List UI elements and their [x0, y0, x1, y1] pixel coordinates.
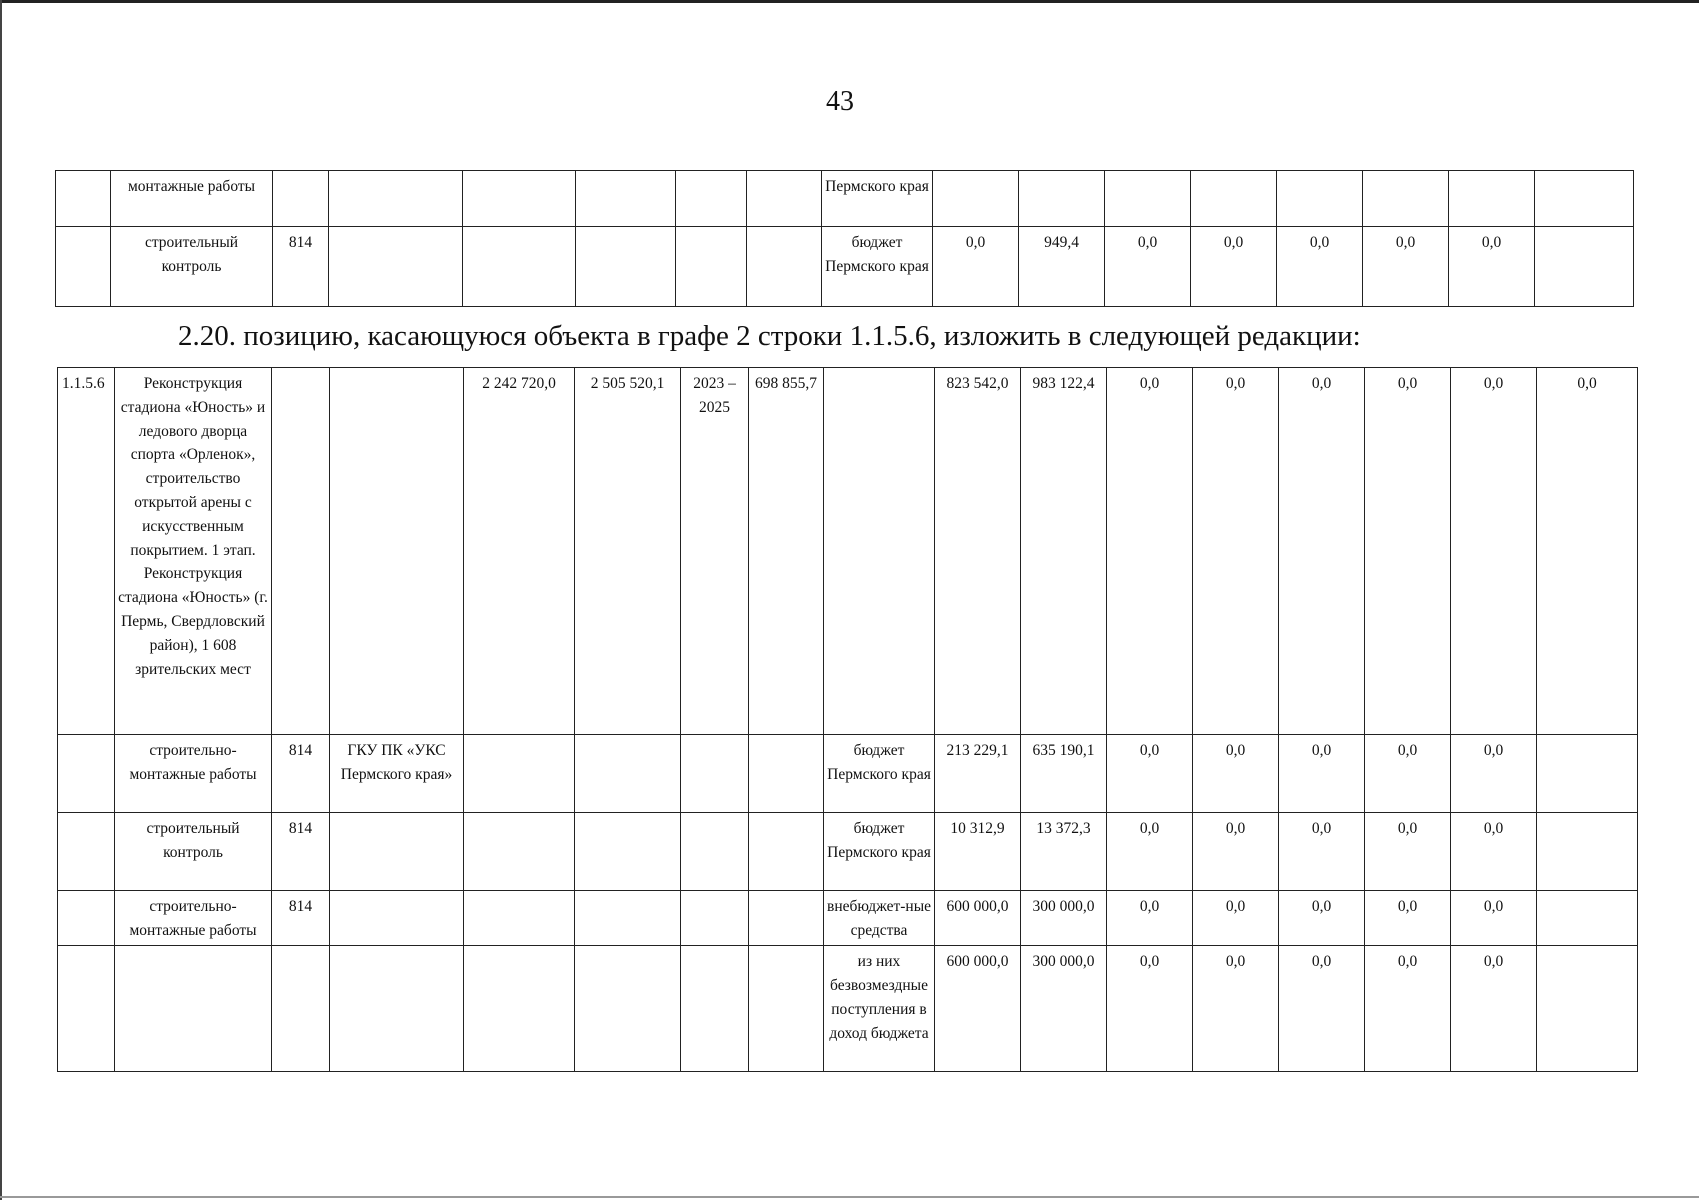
- row-col8: [749, 735, 824, 813]
- row-source: [824, 368, 935, 735]
- row-col5: [464, 813, 575, 891]
- row-executor: [330, 891, 464, 946]
- row-kbk: 814: [272, 735, 330, 813]
- row-kbk: [272, 368, 330, 735]
- row-col7: [681, 891, 749, 946]
- row-code: [58, 735, 115, 813]
- row-value-2: [1019, 171, 1105, 227]
- row-kbk: 814: [273, 227, 329, 307]
- table-row: [58, 735, 1638, 813]
- row-col8: [749, 813, 824, 891]
- row-col5: [463, 171, 576, 227]
- row-value-6: 0,0: [1365, 735, 1451, 813]
- row-value-1: 823 542,0: [935, 368, 1021, 735]
- row-value-5: 0,0: [1279, 735, 1365, 813]
- row-value-2: 949,4: [1019, 227, 1105, 307]
- row-col8: [749, 946, 824, 1072]
- row-name: строительный контроль: [115, 813, 272, 891]
- table-row: [58, 368, 1638, 735]
- row-col7: [676, 227, 747, 307]
- row-value-4: 0,0: [1193, 946, 1279, 1072]
- row-value-2: 13 372,3: [1021, 813, 1107, 891]
- row-value-3: 0,0: [1107, 891, 1193, 946]
- row-name: [115, 946, 272, 1072]
- row-value-3: 0,0: [1107, 946, 1193, 1072]
- row-col6: [575, 813, 681, 891]
- row-value-6: 0,0: [1365, 813, 1451, 891]
- row-value-4: [1191, 171, 1277, 227]
- row-value-3: [1105, 171, 1191, 227]
- table-row: [56, 171, 1634, 227]
- scan-edge-left: [0, 0, 2, 1200]
- row-value-3: 0,0: [1105, 227, 1191, 307]
- row-kbk: [272, 946, 330, 1072]
- row-value-1: 10 312,9: [935, 813, 1021, 891]
- row-col5: [464, 891, 575, 946]
- row-name: строительно-монтажные работы: [115, 735, 272, 813]
- row-kbk: 814: [272, 891, 330, 946]
- row-executor: [330, 813, 464, 891]
- row-value-8: [1535, 227, 1634, 307]
- row-col7: [681, 735, 749, 813]
- row-col8: 698 855,7: [749, 368, 824, 735]
- row-value-5: 0,0: [1279, 368, 1365, 735]
- row-col7: [681, 946, 749, 1072]
- row-col7: 2023 – 2025: [681, 368, 749, 735]
- row-source: бюджет Пермского края: [824, 813, 935, 891]
- row-code: [56, 171, 111, 227]
- row-col7: [681, 813, 749, 891]
- row-value-7: 0,0: [1449, 227, 1535, 307]
- row-source: бюджет Пермского края: [824, 735, 935, 813]
- row-value-7: 0,0: [1451, 946, 1537, 1072]
- row-col6: [576, 227, 676, 307]
- row-value-8: [1537, 946, 1638, 1072]
- row-code: [58, 813, 115, 891]
- row-source: из них безвозмездные поступления в доход бюджета: [824, 946, 935, 1072]
- row-value-5: 0,0: [1277, 227, 1363, 307]
- row-code: [56, 227, 111, 307]
- row-executor: [330, 368, 464, 735]
- row-value-1: 600 000,0: [935, 946, 1021, 1072]
- table-row: [58, 891, 1638, 946]
- row-value-4: 0,0: [1193, 891, 1279, 946]
- row-col5: 2 242 720,0: [464, 368, 575, 735]
- row-col5: [464, 946, 575, 1072]
- section-heading: 2.20. позицию, касающуюся объекта в графе 2 строки 1.1.5.6, изложить в следующей редакции:: [178, 320, 1361, 352]
- row-col5: [463, 227, 576, 307]
- row-value-7: 0,0: [1451, 735, 1537, 813]
- row-value-1: 0,0: [933, 227, 1019, 307]
- row-source: бюджет Пермского края: [822, 227, 933, 307]
- row-value-5: 0,0: [1279, 946, 1365, 1072]
- row-value-3: 0,0: [1107, 735, 1193, 813]
- row-value-1: [933, 171, 1019, 227]
- row-name: строительно-монтажные работы: [115, 891, 272, 946]
- row-value-7: 0,0: [1451, 368, 1537, 735]
- row-value-6: [1363, 171, 1449, 227]
- row-value-5: [1277, 171, 1363, 227]
- row-value-1: 213 229,1: [935, 735, 1021, 813]
- row-value-6: 0,0: [1363, 227, 1449, 307]
- row-col6: [575, 891, 681, 946]
- row-executor: [329, 171, 463, 227]
- row-value-3: 0,0: [1107, 813, 1193, 891]
- table-row: [58, 813, 1638, 891]
- row-kbk: [273, 171, 329, 227]
- row-col8: [747, 171, 822, 227]
- row-col6: 2 505 520,1: [575, 368, 681, 735]
- row-value-2: 983 122,4: [1021, 368, 1107, 735]
- row-name: Реконструкция стадиона «Юность» и ледового дворца спорта «Орленок», строительство открытой арены с искусственным покрытием. 1 этап. Реконструкция стадиона «Юность» (г. Пермь, Свердловский район), 1 608 зрительских мест: [115, 368, 272, 735]
- row-kbk: 814: [272, 813, 330, 891]
- row-value-2: 300 000,0: [1021, 891, 1107, 946]
- row-value-8: [1535, 171, 1634, 227]
- page-number: 43: [826, 86, 854, 117]
- row-name: строительный контроль: [111, 227, 273, 307]
- table-row: [56, 227, 1634, 307]
- row-value-6: 0,0: [1365, 891, 1451, 946]
- table-row: [58, 946, 1638, 1072]
- row-col8: [749, 891, 824, 946]
- row-source: внебюджет-ные средства: [824, 891, 935, 946]
- row-executor: [330, 946, 464, 1072]
- row-col8: [747, 227, 822, 307]
- row-code: [58, 891, 115, 946]
- row-col7: [676, 171, 747, 227]
- row-col6: [576, 171, 676, 227]
- row-value-8: [1537, 735, 1638, 813]
- scan-edge-top: [0, 0, 1699, 3]
- row-col6: [575, 946, 681, 1072]
- row-code: [58, 946, 115, 1072]
- row-code: 1.1.5.6: [58, 368, 115, 735]
- row-value-5: 0,0: [1279, 813, 1365, 891]
- row-value-6: 0,0: [1365, 368, 1451, 735]
- row-source: Пермского края: [822, 171, 933, 227]
- row-value-7: 0,0: [1451, 813, 1537, 891]
- row-executor: ГКУ ПК «УКС Пермского края»: [330, 735, 464, 813]
- row-value-4: 0,0: [1193, 813, 1279, 891]
- row-value-8: [1537, 813, 1638, 891]
- row-value-7: 0,0: [1451, 891, 1537, 946]
- row-value-6: 0,0: [1365, 946, 1451, 1072]
- row-value-1: 600 000,0: [935, 891, 1021, 946]
- row-col5: [464, 735, 575, 813]
- row-value-7: [1449, 171, 1535, 227]
- continuation-table: [55, 170, 1634, 307]
- object-table: [57, 367, 1638, 1072]
- row-col6: [575, 735, 681, 813]
- row-value-4: 0,0: [1193, 735, 1279, 813]
- scan-edge-bottom: [0, 1196, 1699, 1198]
- row-name: монтажные работы: [111, 171, 273, 227]
- row-value-4: 0,0: [1193, 368, 1279, 735]
- row-value-2: 635 190,1: [1021, 735, 1107, 813]
- row-value-4: 0,0: [1191, 227, 1277, 307]
- row-value-8: 0,0: [1537, 368, 1638, 735]
- row-value-5: 0,0: [1279, 891, 1365, 946]
- row-value-8: [1537, 891, 1638, 946]
- row-executor: [329, 227, 463, 307]
- row-value-3: 0,0: [1107, 368, 1193, 735]
- row-value-2: 300 000,0: [1021, 946, 1107, 1072]
